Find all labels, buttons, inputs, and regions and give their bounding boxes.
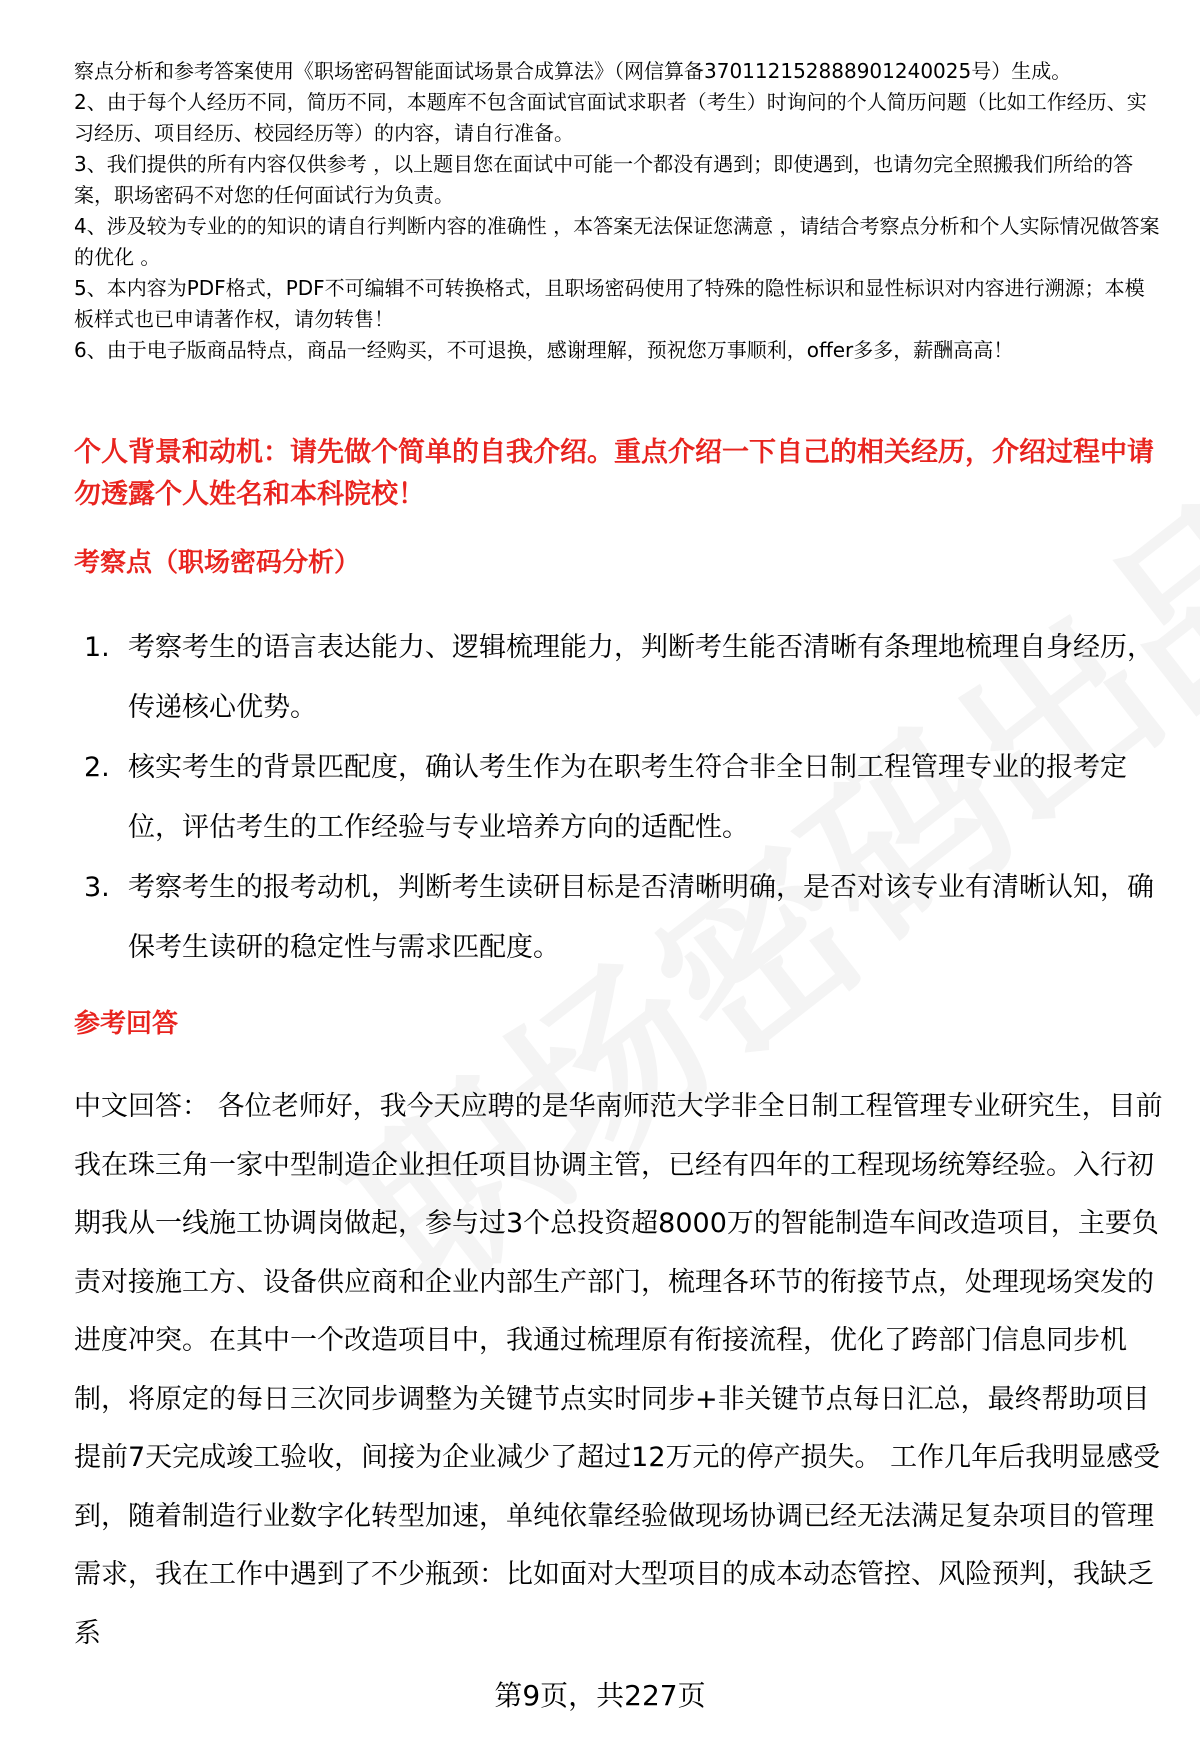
list-item	[74, 858, 1154, 978]
assessment-points-list	[74, 618, 1154, 978]
list-item-number: 3.	[84, 872, 110, 903]
list-item-text: 考察考生的语言表达能力、逻辑梳理能力，判断考生能否清晰有条理地梳理自身经历，传递核心优势。	[128, 632, 1154, 723]
note-line: 6、由于电子版商品特点，商品一经购买，不可退换，感谢理解，预祝您万事顺利，offer多多，薪酬高高！	[74, 338, 1014, 362]
list-item	[74, 738, 1154, 858]
points-heading: 考察点（职场密码分析）	[74, 548, 361, 578]
answer-heading: 参考回答	[74, 1009, 179, 1039]
list-item	[74, 618, 1154, 738]
list-item-number: 1.	[84, 632, 110, 663]
disclaimer-notes	[74, 56, 1164, 366]
list-item-text: 核实考生的背景匹配度，确认考生作为在职考生符合非全日制工程管理专业的报考定位，评估考生的工作经验与专业培养方向的适配性。	[128, 752, 1127, 843]
list-item-number: 2.	[84, 752, 110, 783]
note-line: 3、我们提供的所有内容仅供参考 ，以上题目您在面试中可能一个都没有遇到；即使遇到，也请勿完全照搬我们所给的答案，职场密码不对您的任何面试行为负责。	[74, 152, 1134, 207]
question-heading: 个人背景和动机：请先做个简单的自我介绍。重点介绍一下自己的相关经历，介绍过程中请勿透露个人姓名和本科院校！	[74, 437, 1154, 510]
list-item-text: 考察考生的报考动机，判断考生读研目标是否清晰明确，是否对该专业有清晰认知，确保考生读研的稳定性与需求匹配度。	[128, 872, 1154, 963]
note-line: 察点分析和参考答案使用《职场密码智能面试场景合成算法》（网信算备370112152888901240025号）生成。	[74, 59, 1072, 83]
page-number: 第9页，共227页	[494, 1679, 706, 1712]
note-line: 5、本内容为PDF格式，PDF不可编辑不可转换格式，且职场密码使用了特殊的隐性标识和显性标识对内容进行溯源；本模板样式也已申请著作权，请勿转售！	[74, 276, 1145, 331]
note-line: 2、由于每个人经历不同，简历不同，本题库不包含面试官面试求职者（考生）时询问的个人简历问题（比如工作经历、实习经历、项目经历、校园经历等）的内容，请自行准备。	[74, 90, 1147, 145]
answer-text: 中文回答： 各位老师好，我今天应聘的是华南师范大学非全日制工程管理专业研究生，目前我在珠三角一家中型制造企业担任项目协调主管，已经有四年的工程现场统筹经验。入行初期我从一线施工协调岗做起，参与过3个总投资超8000万的智能制造车间改造项目，主要负责对接施工方、设备供应商和企业内部生产部门，梳理各环节的衔接节点，处理现场突发的进度冲突。在其中一个改造项目中，我通过梳理原有衔接流程，优化了跨部门信息同步机制，将原定的每日三次同步调整为关键节点实时同步+非关键节点每日汇总，最终帮助项目提前7天完成竣工验收，间接为企业减少了超过12万元的停产损失。 工作几年后我明显感受到，随着制造行业数字化转型加速，单纯依靠经验做现场协调已经无法满足复杂项目的管理需求，我在工作中遇到了不少瓶颈：比如面对大型项目的成本动态管控、风险预判，我缺乏系	[74, 1091, 1163, 1649]
note-line: 4、涉及较为专业的的知识的请自行判断内容的准确性 ，本答案无法保证您满意 ，请结合考察点分析和个人实际情况做答案的优化 。	[74, 214, 1160, 269]
